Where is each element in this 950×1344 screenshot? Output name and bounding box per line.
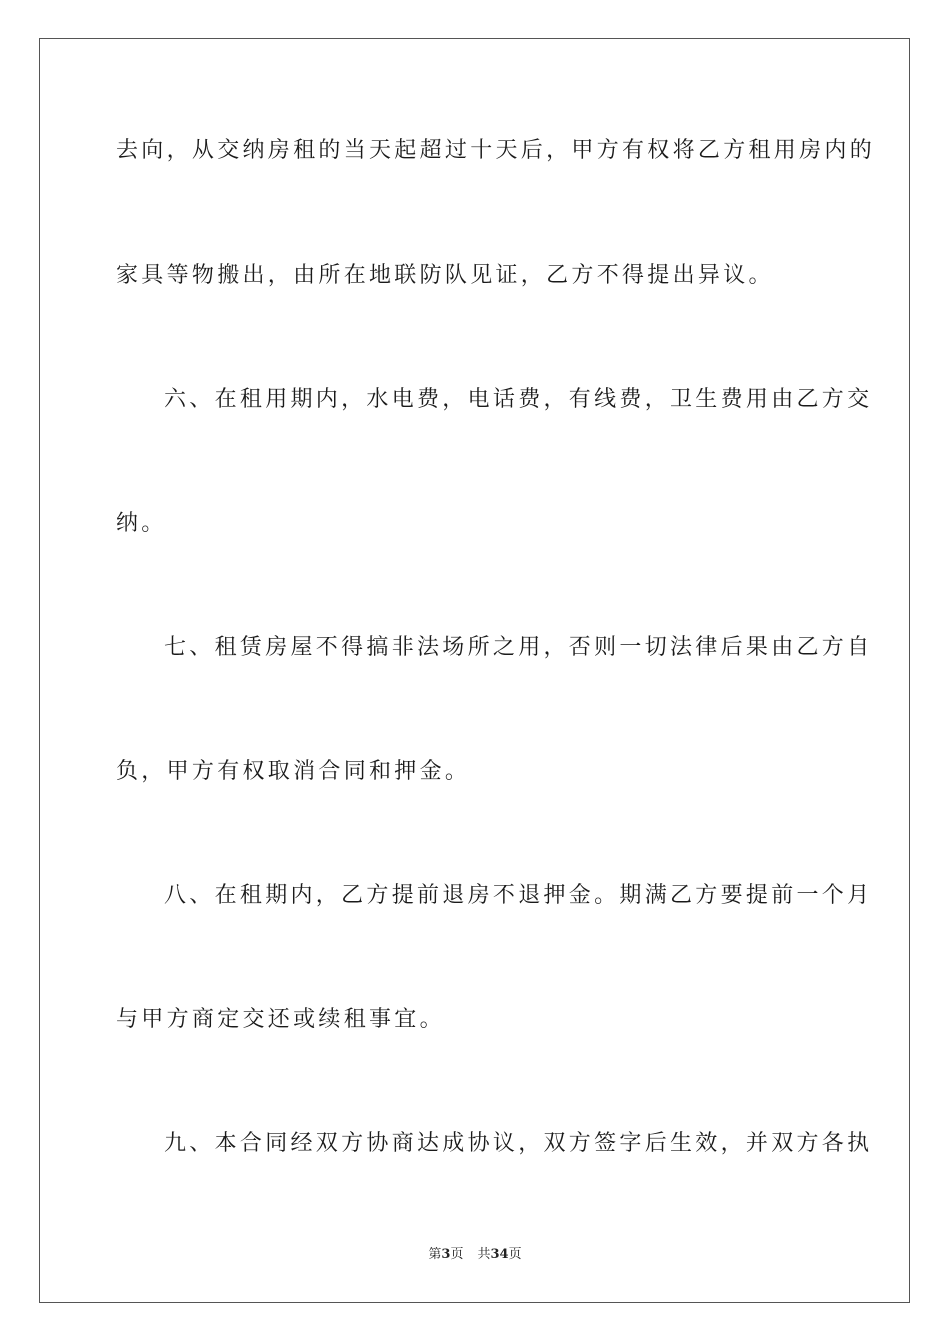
footer-total-suffix: 页: [508, 1247, 522, 1262]
clause-8-line-1: 八、在租期内，乙方提前退房不退押金。期满乙方要提前一个月: [164, 883, 873, 908]
clause-6-line-2: 纳。: [116, 511, 167, 536]
page-border: [39, 38, 910, 1303]
clause-7-line-2: 负，甲方有权取消合同和押金。: [116, 759, 471, 784]
footer-total-pages: 34: [490, 1247, 509, 1262]
text-line-1: 去向，从交纳房租的当天起超过十天后，甲方有权将乙方租用房内的: [116, 138, 876, 163]
text-line-2: 家具等物搬出，由所在地联防队见证，乙方不得提出异议。: [116, 263, 774, 288]
clause-9-line-1: 九、本合同经双方协商达成协议，双方签字后生效，并双方各执: [164, 1131, 873, 1156]
clause-8-line-2: 与甲方商定交还或续租事宜。: [116, 1007, 445, 1032]
page-footer: [0, 1246, 950, 1264]
clause-7-line-1: 七、租赁房屋不得搞非法场所之用，否则一切法律后果由乙方自: [164, 635, 873, 660]
footer-page-suffix: 页: [450, 1247, 464, 1262]
footer-page-number: 3: [441, 1247, 451, 1262]
footer-total-prefix: 共: [477, 1247, 491, 1262]
footer-page-prefix: 第: [428, 1247, 442, 1262]
clause-6-line-1: 六、在租用期内，水电费，电话费，有线费，卫生费用由乙方交: [164, 387, 873, 412]
